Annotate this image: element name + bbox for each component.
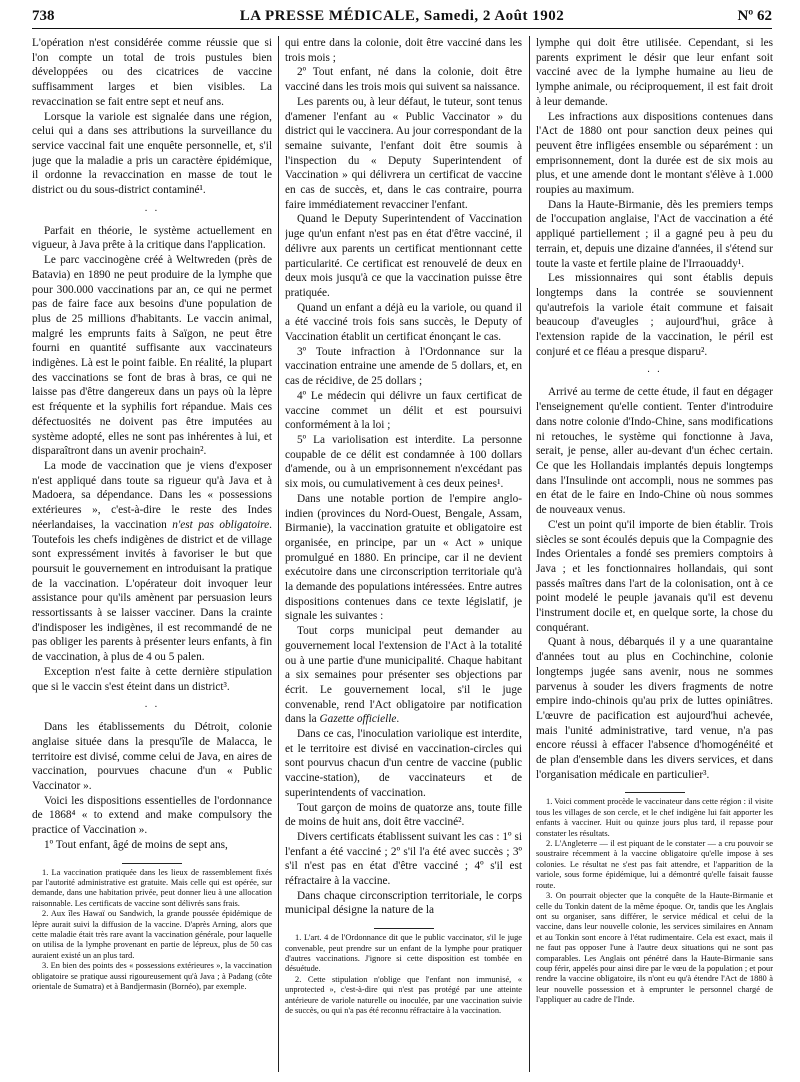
paragraph: Parfait en théorie, le système actuellement en vigueur, à Java prête à la critique dans l'application.	[32, 224, 272, 252]
paragraph: Quand un enfant a déjà eu la variole, ou quand il a été vacciné trois fois sans succès, le Deputy of Vaccination établit un certificat énonçant le cas.	[285, 301, 522, 344]
section-separator: · ·	[144, 205, 160, 217]
text-column-2	[285, 36, 522, 1072]
text-run: La mode de vaccination que je viens d'exposer n'est appliqué dans toute sa rigueur qu'à Java et à Madoera, sa dépendance. Dans les « possessions extérieures », c'est-à-dire le reste des Indes néerlandaises, la vaccination	[32, 459, 272, 531]
footnote: 3. En bien des points des « possessions extérieures », la vaccination obligatoire se pratique aussi rigoureusement qu'à Java ; à Padang (côte orientale de Sumatra) et à Bandjermasin (Bornéo), par exemple.	[32, 961, 272, 992]
paragraph: lymphe qui doit être utilisée. Cependant, si les parents expriment le désir que leur enfant soit vacciné avec de la lymphe humaine au lieu de lymphe animale, ou réciproquement, il est fait droit à leur demande.	[536, 37, 773, 108]
section-separator: · ·	[646, 367, 663, 379]
page-header	[32, 8, 772, 29]
text-column-1	[32, 36, 272, 1072]
paragraph: Les parents ou, à leur défaut, le tuteur, sont tenus d'amener l'enfant au « Public Vaccinator » du district qui le vaccinera. Au jour correspondant de la semaine suivante, l'enfant doit être soumis à l'inspection du « Deputy Superintendent of Vaccination » qui délivrera un certificat de vaccine en cas de succès, et, dans le cas contraire, pourra faire immédiatement revacciner l'enfant.	[285, 95, 522, 211]
paragraph	[285, 624, 522, 727]
paragraph: Tout garçon de moins de quatorze ans, toute fille de moins de huit ans, doit être vacciné².	[285, 801, 522, 829]
footnote: 1. La vaccination pratiquée dans les lieux de rassemblement fixés par l'autorité administrative est gratuite. Mais celle qui est opérée, sur demande, dans une habitation privée, peut donner lieu à une allocation raisonnable. Les certificats de vaccine sont délivrés sans frais.	[32, 867, 272, 908]
paragraph: C'est un point qu'il importe de bien établir. Trois siècles se sont écoulés depuis que la Compagnie des Indes Orientales a fondé ses premiers comptoirs à Java ; et les fonctionnaires hollandais, qui sont passés maîtres dans l'art de la colonisation, ont à ce point modelé le peuple javanais qu'il est devenu l'instrument docile et, en quelque sorte, la chose du conquérant.	[536, 518, 773, 634]
footnote-rule	[625, 792, 685, 793]
paragraph: Quant à nous, débarqués il y a une quarantaine d'années tout au plus en Cochinchine, colonie longtemps jugée sans avenir, nous ne sommes parvenus à souder les divers fragments de notre empire indo-chinois qu'au prix de luttes opiniâtres. L'œuvre de pacification est aujourd'hui achevée, mais l'unité administrative, tard venue, n'a pas encore réussi à effacer l'absence d'homogénéité et de plan d'ensemble dans les divers services, et dans l'organisation médicale en particulier³.	[536, 636, 773, 781]
paragraph: Quand le Deputy Superintendent of Vaccination juge qu'un enfant n'est pas en état d'être vacciné, il délivre aux parents un certificat mentionnant cette particularité. Ce certificat est renouvelé de deux en deux mois jusqu'à ce que la vaccination puisse être pratiquée.	[285, 213, 522, 299]
issue-number: Nº 62	[737, 8, 772, 24]
footnote: 3. On pourrait objecter que la conquête de la Haute-Birmanie et celle du Tonkin datent de la même époque. Or, tandis que les Anglais ont su organiser, sans différer, le service médical et celui de la vaccine, dans leur nouvelle colonie, les services similaires en Annam et au Tonkin sont encore à l'état rudimentaire. Cela est exact, mais il ne faut pas opposer l'une à l'autre deux situations qui ne sont pas comparables. Les Anglais ont pénétré dans la Haute-Birmanie sans coup férir, appelés pour ainsi dire par le vœu de la population ; et pour rendre la vaccine obligatoire, ils n'ont eu qu'à étendre l'Act de 1880 à leur nouvelle possession et à emprunter le personnel chargé de l'appliquer au cadre de l'Inde.	[536, 891, 773, 1005]
paragraph: Voici les dispositions essentielles de l'ordonnance de 1868⁴ « to extend and make compulsory the practice of Vaccination ».	[32, 794, 272, 837]
paragraph: Dans une notable portion de l'empire anglo-indien (provinces du Nord-Ouest, Bengale, Assam, Birmanie), la vaccination gratuite et obligatoire est organisée, en principe, par un « Act » unique promulgué en 1880. En principe, car il ne devient exécutoire dans une circonscription territoriale qu'à la demande des populations intéressées. Entre autres dispositions contenues dans ce texte législatif, je signale les suivantes :	[285, 492, 522, 623]
paragraph: 1º Tout enfant, âgé de moins de sept ans,	[44, 838, 228, 851]
paragraph: L'opération n'est considérée comme réussie que si l'on compte un total de trois pustules bien développées ou des cicatrices de vaccine suffisamment larges et bien visibles. La revaccination se fait entre sept et neuf ans.	[32, 37, 272, 108]
footnote: 2. L'Angleterre — il est piquant de le constater — a cru pouvoir se soustraire récemment à la vaccine obligatoire qu'elle impose à ses colonies. Le résultat ne s'est pas fait attendre, et l'apparition de la variole, sous forme épidémique, lui a démontré qu'elle faisait fausse route.	[536, 839, 773, 890]
footnote-rule	[374, 928, 434, 929]
column-rule	[529, 36, 530, 1072]
footnote: 2. Cette stipulation n'oblige que l'enfant non immunisé, « unprotected », c'est-à-dire qui n'est pas protégé par une atteinte antérieure de variole naturelle ou inoculée, par une vaccination suivie de succès, ou qui n'a pas été reconnu réfractaire à la vaccination.	[285, 974, 522, 1016]
paragraph: Exception n'est faite à cette dernière stipulation que si le vaccin s'est éteint dans un district³.	[32, 665, 272, 693]
emphasis: n'est pas obligatoire	[172, 518, 270, 531]
page-number: 738	[32, 8, 55, 24]
section-separator: · ·	[144, 702, 160, 714]
paragraph: 3º Toute infraction à l'Ordonnance sur la vaccination entraine une amende de 5 dollars, et, en cas de récidive, de 25 dollars ;	[285, 345, 522, 388]
paragraph: 2º Tout enfant, né dans la colonie, doit être vacciné dans les trois mois qui suivent sa naissance.	[285, 66, 522, 94]
paragraph: Dans la Haute-Birmanie, dès les premiers temps de l'occupation anglaise, l'Act de vaccination a été appliqué partiellement ; il a gagné peu à peu du terrain, et, depuis une dizaine d'années, il s'étend sur toute la vaste et fertile plaine de l'Irraouaddy¹.	[536, 198, 773, 270]
footnote: 2. Aux îles Hawaï ou Sandwich, la grande poussée épidémique de lèpre aurait suivi la diffusion de la vaccine. D'après Arning, alors que cette maladie était très rare avant la vaccination générale, pour laquelle on utilisa de la lymphe provenant en partie de lépreux, plus de 50 cas auraient existé un an plus tard.	[32, 909, 272, 960]
paragraph: Les infractions aux dispositions contenues dans l'Act de 1880 ont pour sanction deux peines qui peuvent être infligées ensemble ou séparément : un emprisonnement, dont la durée est de six mois au plus, et une amende dont le montant s'élève à 1.000 roupies au maximum.	[536, 110, 773, 197]
paragraph: qui entre dans la colonie, doit être vacciné dans les trois mois ;	[285, 37, 522, 64]
paragraph: Dans les établissements du Détroit, colonie anglaise située dans la presqu'île de Malacca, le territoire est divisé, comme celui de Java, en aires de vaccination, pourvues chacune d'un « Public Vaccinator ».	[32, 721, 272, 793]
emphasis: Gazette officielle	[319, 713, 397, 726]
paragraph: 4º Le médecin qui délivre un faux certificat de vaccine commet un délit et est poursuivi conformément à la loi ;	[285, 389, 522, 432]
footnote: 1. L'art. 4 de l'Ordonnance dit que le public vaccinator, s'il le juge convenable, peut prendre sur un enfant de la lymphe pour pratiquer d'autres vaccinations. J'ignore si cette disposition est tombée en désuétude.	[285, 933, 522, 974]
footnote-rule	[122, 863, 182, 864]
footnote: 1. Voici comment procède le vaccinateur dans cette région : il visite tous les villages de son cercle, et le chef indigène lui fait apporter les enfants à vacciner. Huit ou quinze jours plus tard, il repasse pour constater les résultats.	[536, 797, 773, 838]
paragraph: 5º La variolisation est interdite. La personne coupable de ce délit est condamnée à 100 dollars d'amende, ou à un emprisonnement n'excédant pas six mois, ou cumulativement à ces deux peines¹.	[285, 433, 522, 491]
paragraph: Le parc vaccinogène créé à Weltwreden (près de Batavia) en 1890 ne peut produire de la lymphe que pour 300.000 vaccinations par an, ce qui ne permet pas de faire face aux besoins d'une population de plus de 25 millions d'habitants. Le vaccin animal, malgré les emprunts faits à Saïgon, ne peut être fourni en quantité suffisante aux vaccinateurs indigènes. Là est le point faible. En réalité, la plupart des vaccinations se font de bras à bras, ce qui ne laisse pas d'être dangereux dans un pays où la lèpre est fréquente et la syphilis fort répandue. Mais ces défectuosités ne doivent pas être imputées au système adopté, elles ne sont pas inhérentes à lui, et disparaîtront dans un avenir prochain².	[32, 254, 272, 458]
text-column-3	[536, 36, 773, 1072]
paragraph: Divers certificats établissent suivant les cas : 1º si l'enfant a été vacciné ; 2º s'il l'a été avec succès ; 3º s'il n'est pas en état d'être vacciné ; 4º s'il est réfractaire à la vaccine.	[285, 830, 522, 888]
text-run: . Toutefois les chefs indigènes de district et de village sont expressément invités à favoriser le but que poursuit le gouvernement en introduisant la pratique de la vaccination. L'opérateur doit invoquer leur assistance pour qu'ils amènent par persuasion leurs ressortissants à se laisser vacciner. Dans la crainte d'indisposer les indigènes, il est recommandé de ne pas obliger les parents à présenter leurs enfants, à fin de vaccination, à plus de 4 ou 5 palen.	[32, 518, 272, 664]
paragraph	[32, 459, 272, 665]
paragraph: Les missionnaires qui sont établis depuis longtemps dans la contrée se souviennent qu'autrefois la variole était commune et faisait beaucoup d'aveugles ; aujourd'hui, grâce à l'extension rapide de la vaccination, le péril est conjuré et ce fléau a presque disparu².	[536, 272, 773, 358]
text-run: .	[396, 713, 400, 726]
text-run: Tout corps municipal peut demander au gouvernement local l'extension de l'Act à la totalité ou à une partie d'une municipalité. Chaque habitant a six semaines pour présenter ses objections par écrit. Le gouvernement local, s'il le juge convenable, rend l'Act obligatoire par notification dans la	[285, 625, 522, 726]
column-rule	[278, 36, 279, 1072]
paragraph: Dans ce cas, l'inoculation variolique est interdite, et le territoire est divisé en vaccination-circles qui sont pourvus chacun d'un centre de vaccine (public vaccine-station), de vaccinateurs et de superintendents of vaccination.	[285, 728, 522, 799]
paragraph: Lorsque la variole est signalée dans une région, celui qui a dans ses attributions la surveillance du service vaccinal fait une enquête personnelle, et, s'il juge que la maladie a pris un caractère épidémique, il ordonne la revaccination en masse de tout le district ou du sous-district contaminé¹.	[32, 110, 272, 197]
paragraph: Arrivé au terme de cette étude, il faut en dégager l'enseignement qu'elle contient. Tenter d'introduire dans notre colonie d'Indo-Chine, sans modifications ni retouches, le système qui fonctionne à Java, serait, je pense, aller au-devant d'un échec certain. Ce que les Hollandais implantés depuis longtemps dans l'Insulinde ont accompli, nous ne sommes pas en état de le faire en Indo-Chine où nous sommes de nouveaux venus.	[536, 386, 773, 517]
journal-title: LA PRESSE MÉDICALE, Samedi, 2 Août 1902	[239, 8, 565, 24]
paragraph: Dans chaque circonscription territoriale, le corps municipal désigne la nature de la	[285, 889, 522, 917]
